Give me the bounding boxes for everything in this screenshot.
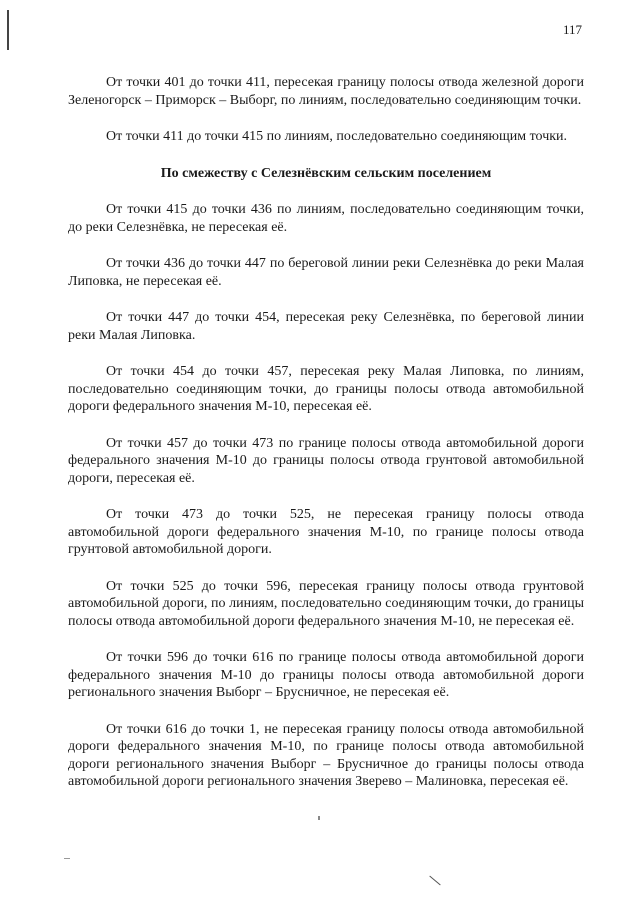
paragraph: От точки 473 до точки 525, не пересекая границу полосы отвода автомобильной дороги федерального значения М-10, по границе полосы отвода грунтовой автомобильной дороги. — [68, 507, 584, 557]
paragraph: От точки 596 до точки 616 по границе полосы отвода автомобильной дороги федерального значения М-10 до границы полосы отвода автомобильной дороги регионального значения Выборг – Брусничное, не пересекая её. — [68, 650, 584, 700]
paragraph: От точки 411 до точки 415 по линиям, последовательно соединяющим точки. — [106, 129, 568, 144]
paragraph: От точки 401 до точки 411, пересекая границу полосы отвода железной дороги Зеленогорск – Приморск – Выборг, по линиям, последовательно соединяющим точки. — [68, 75, 584, 108]
scan-speck — [64, 858, 70, 859]
paragraph: От точки 447 до точки 454, пересекая реку Селезнёвка, по береговой линии реки Малая Липовка. — [68, 310, 584, 343]
section-heading: По смежеству с Селезнёвским сельским поселением — [160, 165, 492, 181]
scan-edge-mark — [7, 10, 9, 50]
paragraph: От точки 525 до точки 596, пересекая границу полосы отвода грунтовой автомобильной дороги, по линиям, последовательно соединяющим точки, до границы полосы отвода автомобильной дороги федерального значения М-10, не пересекая её. — [68, 578, 584, 629]
paragraph: От точки 415 до точки 436 по линиям, последовательно соединяющим точки, до реки Селезнёвка, не пересекая её. — [68, 202, 584, 235]
document-body — [68, 74, 584, 810]
scan-stroke — [429, 876, 440, 886]
paragraph: От точки 436 до точки 447 по береговой линии реки Селезнёвка до реки Малая Липовка, не пересекая её. — [68, 256, 584, 289]
page-number: 117 — [562, 22, 582, 37]
scan-speck — [318, 816, 320, 820]
paragraph: От точки 457 до точки 473 по границе полосы отвода автомобильной дороги федерального значения М-10 до границы полосы отвода грунтовой автомобильной дороги, пересекая её. — [68, 435, 584, 486]
paragraph: От точки 454 до точки 457, пересекая реку Малая Липовка, по линиям, последовательно соединяющим точки, до границы полосы отвода автомобильной дороги федерального значения М-10, пересекая её. — [68, 364, 584, 414]
paragraph: От точки 616 до точки 1, не пересекая границу полосы отвода автомобильной дороги федерального значения М-10, по границе полосы отвода автомобильной дороги регионального значения Выборг – Брусничное до границы полосы отвода автомобильной дороги регионального значения Зверево – Малиновка, пересекая её. — [68, 721, 584, 789]
